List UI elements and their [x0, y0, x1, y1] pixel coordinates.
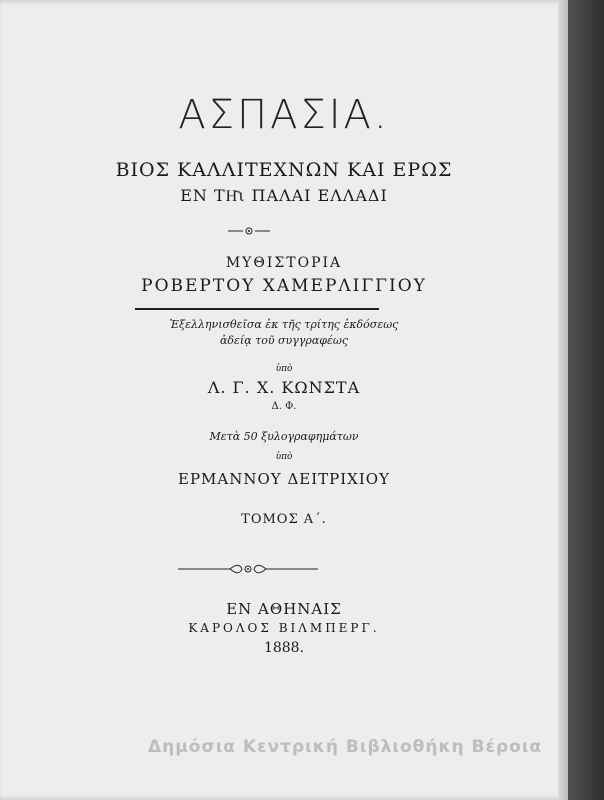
translator-name: Λ. Γ. Χ. ΚΩΝΣΤΑ — [207, 378, 361, 397]
subtitle-line-2: ΕΝ ΤΗ͂ι ΠΑΛΑΙ ΕΛΛΑΔΙ — [180, 186, 388, 205]
illustrator-name: ΕΡΜΑΝΝΟΥ ΔΕΙΤΡΙΧΙΟΥ — [178, 470, 390, 488]
book-title: ΑΣΠΑΣΙΑ. — [178, 92, 390, 138]
subtitle-line-1: ΒΙΟΣ ΚΑΛΛΙΤΕΧΝΩΝ ΚΑΙ ΕΡΩΣ — [115, 159, 453, 181]
publication-year: 1888. — [263, 640, 305, 656]
by-label-2: ὑπὸ — [275, 452, 293, 462]
publication-place: ΕΝ ΑΘΗΝΑΙΣ — [226, 600, 342, 618]
by-label-1: ὑπὸ — [275, 364, 293, 374]
small-ornament-icon — [228, 226, 270, 236]
illustrations-note: Μετὰ 50 ξυλογραφημάτων — [209, 430, 359, 443]
translation-note-line-1: Ἐξελληνισθεῖσα ἐκ τῆς τρίτης ἐκδόσεως — [169, 318, 399, 331]
genre-label: ΜΥΘΙΣΤΟΡΙΑ — [225, 255, 343, 271]
large-ornament-icon — [178, 563, 318, 575]
author-rule — [135, 308, 379, 310]
author-name: ΡΟΒΕΡΤΟΥ ΧΑΜΕΡΛΙΓΓΙΟΥ — [141, 276, 427, 296]
translator-initials: Δ. Φ. — [271, 401, 297, 412]
translation-note-line-2: ἀδείᾳ τοῦ συγγραφέως — [219, 334, 349, 347]
library-watermark: Δημόσια Κεντρική Βιβλιοθήκη Βέροια — [148, 737, 543, 757]
publisher-name: ΚΑΡΟΛΟΣ ΒΙΛΜΠΕΡΓ. — [188, 621, 380, 635]
volume-label: ΤΟΜΟΣ Α΄. — [241, 512, 327, 527]
